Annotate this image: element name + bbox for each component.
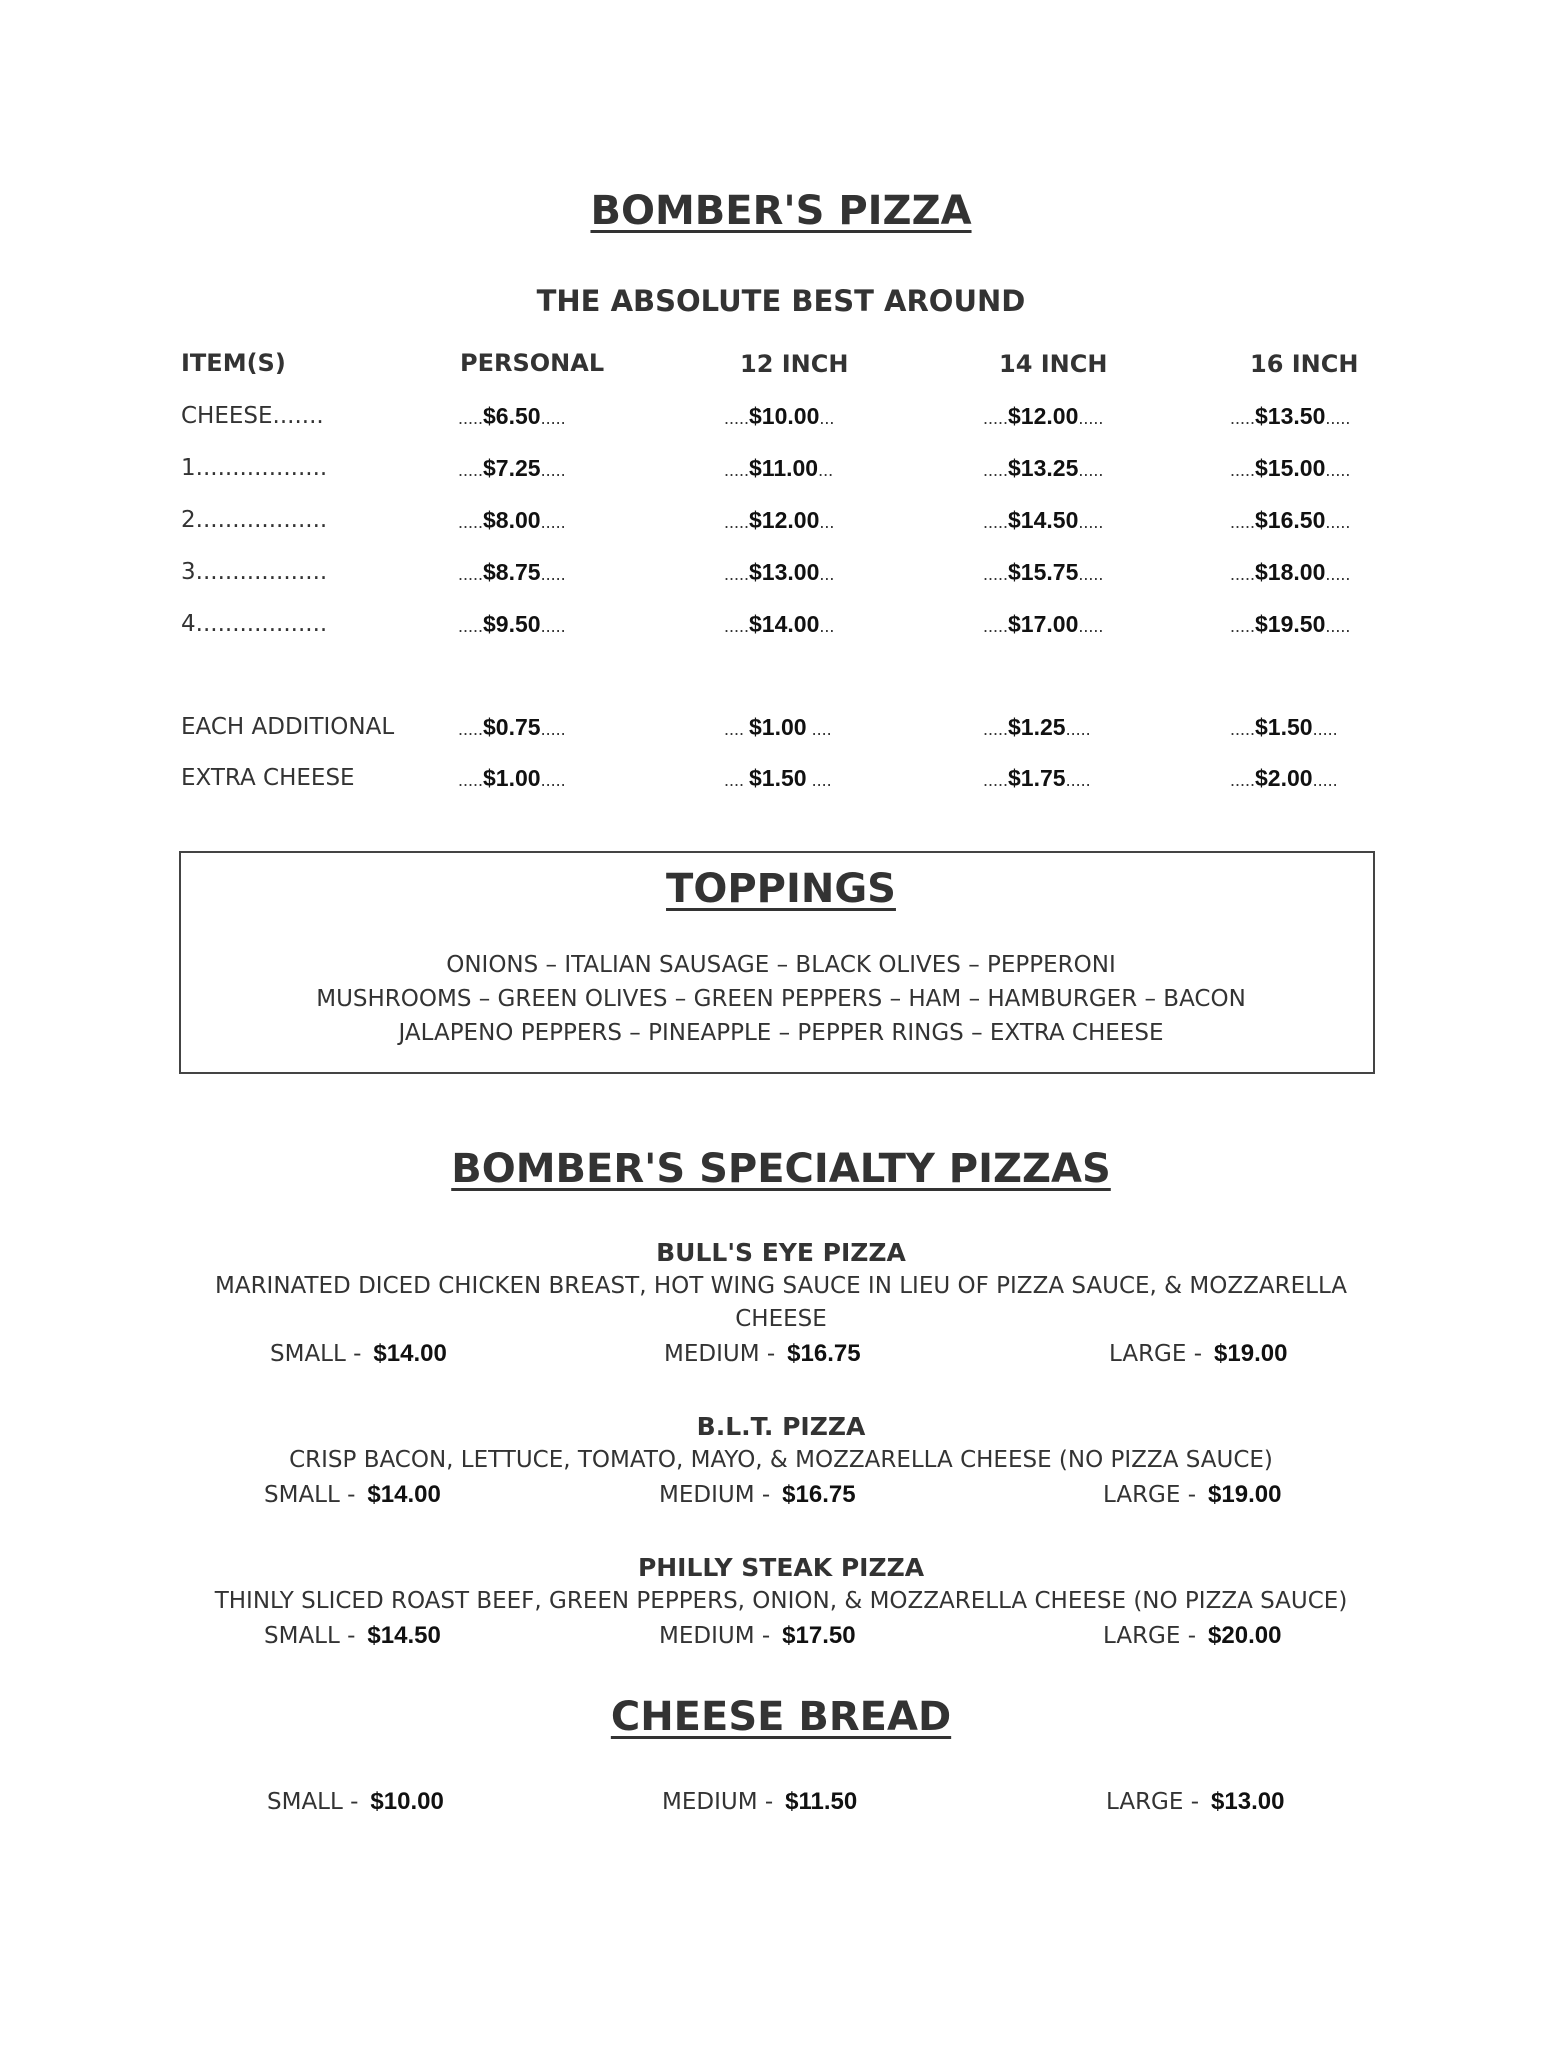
- price-16-inch: $13.50: [1255, 403, 1326, 429]
- price-personal: $6.50: [483, 403, 541, 429]
- header-12-inch: 12 INCH: [740, 350, 849, 378]
- price-16-inch: $16.50: [1255, 507, 1326, 533]
- price-14-inch: $17.00: [1008, 611, 1079, 637]
- size-large: LARGE - $20.00: [1103, 1622, 1282, 1649]
- price-personal: $7.25: [483, 455, 541, 481]
- pizza-description: CRISP BACON, LETTUCE, TOMATO, MAYO, & MOZZARELLA CHEESE (NO PIZZA SAUCE): [289, 1447, 1273, 1473]
- price-12-inch: $14.00: [749, 611, 820, 637]
- table-row: 3.................. .....$8.75..... .....$13.00... .....$15.75..... .....$18.00.....: [181, 559, 1351, 585]
- toppings-line: ONIONS – ITALIAN SAUSAGE – BLACK OLIVES – PEPPERONI: [446, 952, 1116, 978]
- price-14-inch: $1.25: [1008, 714, 1066, 740]
- price-personal: $0.75: [483, 714, 541, 740]
- size-medium: MEDIUM - $17.50: [659, 1622, 856, 1649]
- table-row: 2.................. .....$8.00..... .....$12.00... .....$14.50..... .....$16.50.....: [181, 507, 1351, 533]
- page-title: BOMBER'S PIZZA: [590, 188, 972, 234]
- size-small: SMALL - $14.50: [264, 1622, 441, 1649]
- row-item: 2..................: [181, 507, 328, 533]
- price-14-inch: $12.00: [1008, 403, 1079, 429]
- row-item: 3..................: [181, 559, 328, 585]
- specialty-title: BOMBER'S SPECIALTY PIZZAS: [451, 1146, 1111, 1192]
- table-row: EXTRA CHEESE .....$1.00..... .... $1.50 .... .....$1.75..... .....$2.00.....: [181, 765, 1338, 791]
- pizza-description: THINLY SLICED ROAST BEEF, GREEN PEPPERS, ONION, & MOZZARELLA CHEESE (NO PIZZA SAUCE): [214, 1588, 1348, 1614]
- price-12-inch: $1.50: [749, 765, 807, 791]
- pizza-name: B.L.T. PIZZA: [696, 1412, 866, 1441]
- price-14-inch: $13.25: [1008, 455, 1079, 481]
- toppings-line: MUSHROOMS – GREEN OLIVES – GREEN PEPPERS – HAM – HAMBURGER – BACON: [316, 986, 1246, 1012]
- size-medium: MEDIUM - $11.50: [662, 1788, 858, 1815]
- table-row: CHEESE....... .....$6.50..... .....$10.00... .....$12.00..... .....$13.50.....: [181, 403, 1351, 429]
- price-16-inch: $2.00: [1255, 765, 1313, 791]
- price-16-inch: $15.00: [1255, 455, 1326, 481]
- table-row: 4.................. .....$9.50..... .....$14.00... .....$17.00..... .....$19.50.....: [181, 611, 1351, 637]
- price-12-inch: $12.00: [749, 507, 820, 533]
- price-12-inch: $1.00: [749, 714, 807, 740]
- price-personal: $8.00: [483, 507, 541, 533]
- header-14-inch: 14 INCH: [999, 350, 1108, 378]
- pizza-name: BULL'S EYE PIZZA: [656, 1238, 906, 1267]
- size-small: SMALL - $14.00: [264, 1481, 441, 1508]
- price-14-inch: $15.75: [1008, 559, 1079, 585]
- price-16-inch: $18.00: [1255, 559, 1326, 585]
- size-medium: MEDIUM - $16.75: [659, 1481, 856, 1508]
- price-personal: $8.75: [483, 559, 541, 585]
- row-item: CHEESE.......: [181, 403, 324, 429]
- price-16-inch: $1.50: [1255, 714, 1313, 740]
- price-12-inch: $11.00: [749, 455, 819, 481]
- table-row: 1.................. .....$7.25..... .....$11.00... .....$13.25..... .....$15.00.....: [181, 455, 1351, 481]
- price-16-inch: $19.50: [1255, 611, 1326, 637]
- header-items: ITEM(S): [181, 349, 286, 377]
- size-large: LARGE - $19.00: [1103, 1481, 1282, 1508]
- header-personal: PERSONAL: [460, 349, 605, 377]
- size-small: SMALL - $10.00: [267, 1788, 444, 1815]
- row-item: EXTRA CHEESE: [181, 765, 355, 791]
- page-subtitle: THE ABSOLUTE BEST AROUND: [536, 284, 1026, 318]
- size-medium: MEDIUM - $16.75: [664, 1340, 861, 1367]
- price-14-inch: $14.50: [1008, 507, 1079, 533]
- cheese-bread-title: CHEESE BREAD: [610, 1694, 952, 1740]
- price-14-inch: $1.75: [1008, 765, 1066, 791]
- pizza-description: CHEESE: [735, 1306, 827, 1332]
- size-large: LARGE - $13.00: [1106, 1788, 1285, 1815]
- row-item: 1..................: [181, 455, 328, 481]
- header-16-inch: 16 INCH: [1250, 350, 1359, 378]
- pizza-name: PHILLY STEAK PIZZA: [637, 1553, 925, 1582]
- price-12-inch: $13.00: [749, 559, 820, 585]
- row-item: 4..................: [181, 611, 328, 637]
- price-personal: $1.00: [483, 765, 541, 791]
- size-small: SMALL - $14.00: [270, 1340, 447, 1367]
- price-personal: $9.50: [483, 611, 541, 637]
- toppings-line: JALAPENO PEPPERS – PINEAPPLE – PEPPER RINGS – EXTRA CHEESE: [398, 1020, 1164, 1046]
- table-row: EACH ADDITIONAL .....$0.75..... .... $1.00 .... .....$1.25..... .....$1.50.....: [181, 714, 1338, 740]
- price-12-inch: $10.00: [749, 403, 820, 429]
- toppings-title: TOPPINGS: [666, 866, 896, 912]
- row-item: EACH ADDITIONAL: [181, 714, 395, 740]
- pizza-description: MARINATED DICED CHICKEN BREAST, HOT WING SAUCE IN LIEU OF PIZZA SAUCE, & MOZZARELLA: [214, 1273, 1348, 1299]
- size-large: LARGE - $19.00: [1109, 1340, 1288, 1367]
